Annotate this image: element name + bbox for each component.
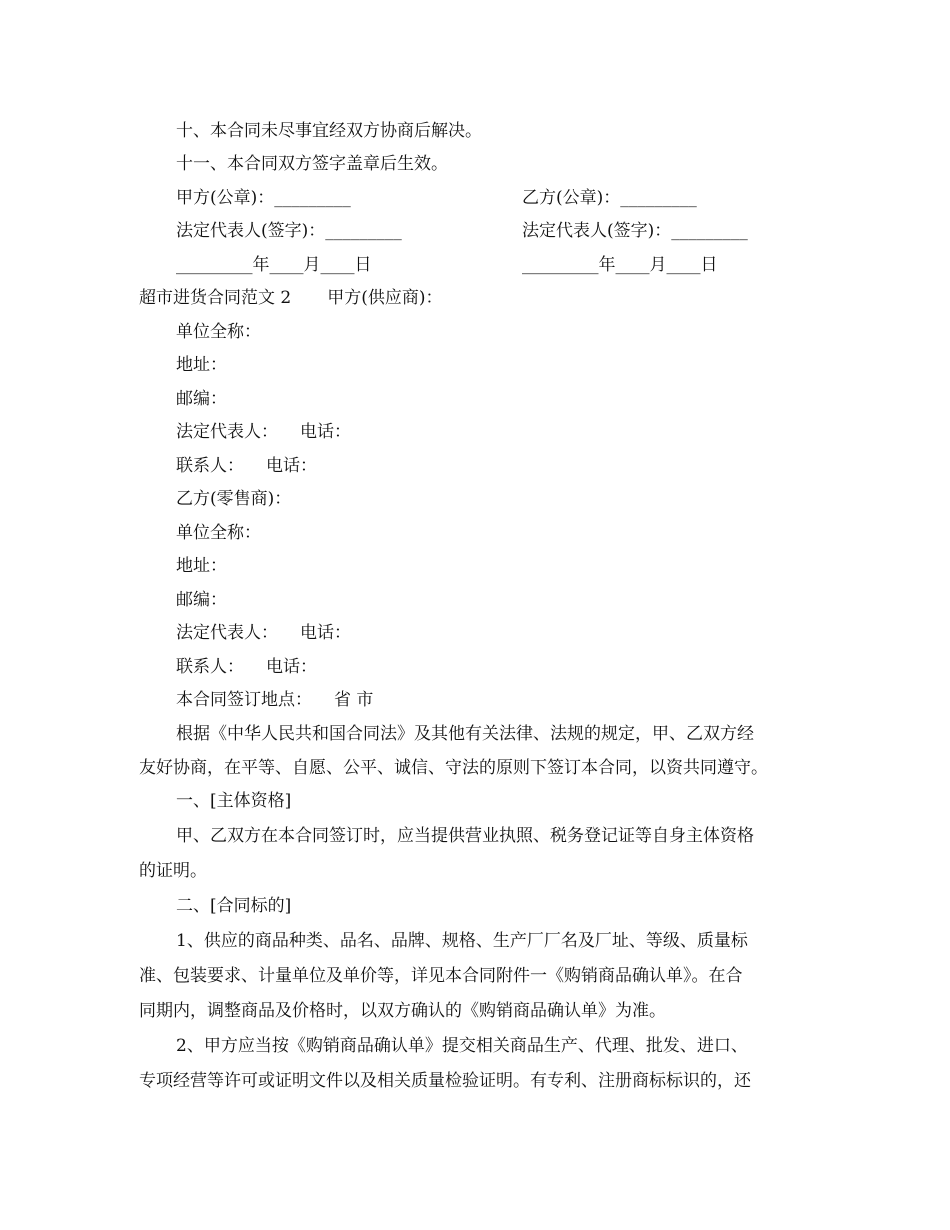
section-2-item-1-line-2: 准、包装要求、计量单位及单价等，详见本合同附件一《购销商品确认单》。在合 (139, 966, 743, 986)
party-a-name-label: 单位全称： (176, 322, 261, 342)
party-a-address-label: 地址： (176, 355, 227, 375)
section-1-line-2: 的证明。 (139, 861, 207, 881)
section-1-heading: 一、[主体资格] (176, 791, 292, 811)
party-a-seal-line: 甲方(公章)：_________ (176, 188, 351, 208)
party-a-contact-label: 联系人： (176, 456, 244, 476)
party-a-date-line: _________年____月____日 (176, 255, 372, 275)
party-a-heading: 甲方(供应商)： (327, 288, 443, 308)
party-a-contact-phone-label: 电话： (266, 456, 317, 476)
party-b-rep-phone-label: 电话： (300, 623, 351, 643)
party-b-heading: 乙方(零售商)： (176, 489, 292, 509)
party-a-rep-row (176, 421, 351, 443)
party-a-rep-phone-label: 电话： (300, 422, 351, 442)
party-a-postcode-label: 邮编： (176, 389, 227, 409)
signing-place-label: 本合同签订地点： (176, 690, 312, 710)
section-1-line-1: 甲、乙双方在本合同签订时，应当提供营业执照、税务登记证等自身主体资格 (176, 826, 754, 846)
party-b-name-label: 单位全称： (176, 523, 261, 543)
preamble-line-2: 友好协商，在平等、自愿、公平、诚信、守法的原则下签订本合同，以资共同遵守。 (139, 758, 768, 778)
section-2-item-2-line-2: 专项经营等许可或证明文件以及相关质量检验证明。有专利、注册商标标识的，还 (139, 1071, 751, 1091)
article-11: 十一、本合同双方签字盖章后生效。 (176, 154, 448, 174)
signing-place-province: 省 (334, 690, 351, 710)
party-b-contact-row (176, 656, 317, 678)
party-b-address-label: 地址： (176, 556, 227, 576)
party-a-contact-row (176, 455, 317, 477)
sample-2-title: 超市进货合同范文 2 (139, 288, 292, 308)
party-b-contact-phone-label: 电话： (266, 657, 317, 677)
sample-2-title-row (139, 287, 443, 309)
section-2-item-1-line-1: 1、供应的商品种类、品名、品牌、规格、生产厂厂名及厂址、等级、质量标 (176, 931, 748, 951)
section-2-item-2-line-1: 2、甲方应当按《购销商品确认单》提交相关商品生产、代理、批发、进口、 (176, 1036, 748, 1056)
party-b-rep-signature-line: 法定代表人(签字)：_________ (522, 221, 748, 241)
party-b-postcode-label: 邮编： (176, 590, 227, 610)
preamble-line-1: 根据《中华人民共和国合同法》及其他有关法律、法规的规定，甲、乙双方经 (176, 724, 754, 744)
party-b-rep-label: 法定代表人： (176, 623, 278, 643)
section-2-item-1-line-3: 同期内，调整商品及价格时，以双方确认的《购销商品确认单》为准。 (139, 1001, 666, 1021)
signing-place-city: 市 (356, 690, 374, 710)
party-a-rep-signature-line: 法定代表人(签字)：_________ (176, 221, 402, 241)
party-b-date-line: _________年____月____日 (522, 255, 718, 275)
party-b-seal-line: 乙方(公章)：_________ (522, 188, 697, 208)
party-a-rep-label: 法定代表人： (176, 422, 278, 442)
signing-place-row (176, 689, 373, 711)
party-b-contact-label: 联系人： (176, 657, 244, 677)
section-2-heading: 二、[合同标的] (176, 896, 292, 916)
article-10: 十、本合同未尽事宜经双方协商后解决。 (176, 121, 482, 141)
party-b-rep-row (176, 622, 351, 644)
